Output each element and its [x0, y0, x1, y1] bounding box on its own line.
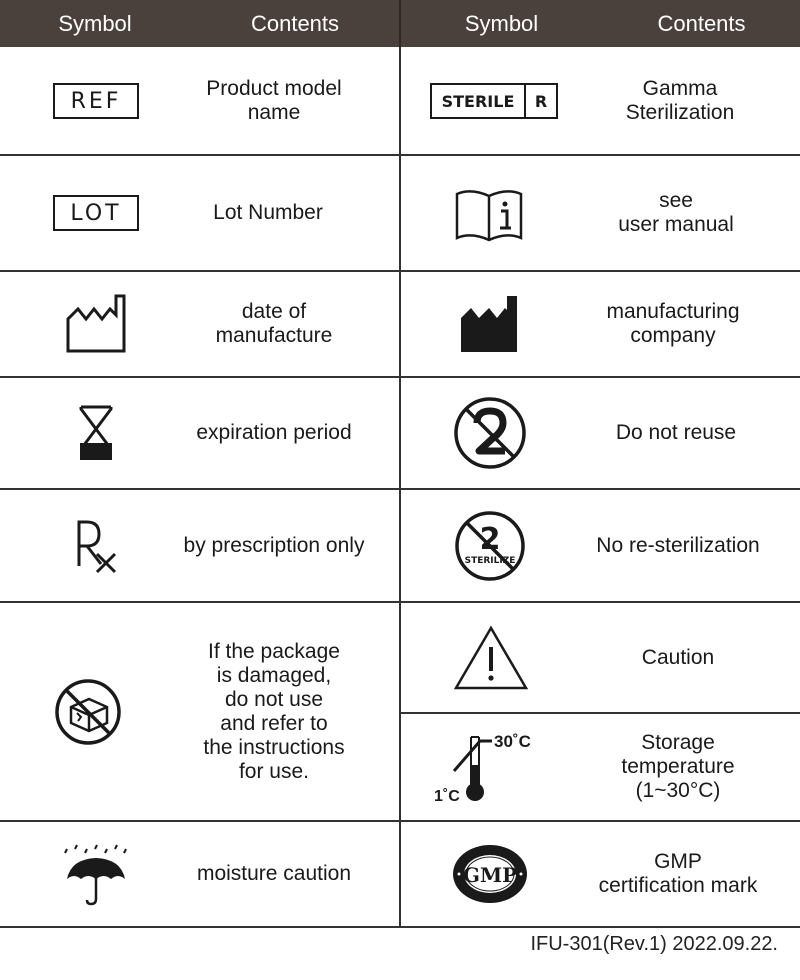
document-id: IFU-301(Rev.1) 2022.09.22. — [530, 933, 778, 955]
temperature-limit-icon — [430, 727, 550, 807]
header-divider — [399, 0, 401, 47]
header-symbol-2: Symbol — [400, 0, 603, 47]
reuse-label: Do not reuse — [615, 421, 737, 444]
header-symbol-1: Symbol — [0, 0, 190, 47]
expiry-label: expiration period — [196, 421, 352, 444]
instruction-manual-icon — [453, 184, 525, 242]
reuse-symbol-cell — [400, 378, 580, 488]
sterile-symbol-cell — [400, 48, 588, 154]
date-label: date of manufacture — [215, 300, 333, 347]
lot-icon: LOT — [53, 195, 139, 231]
do-not-resterilize-icon — [453, 509, 527, 583]
date-label-cell — [150, 272, 398, 376]
caution-label-cell — [576, 603, 780, 712]
caution-triangle-icon — [453, 625, 529, 691]
ref-icon: REF — [53, 83, 139, 119]
gmp-label-cell — [576, 822, 780, 926]
factory-filled-icon — [459, 294, 519, 354]
header-contents-1: Contents — [190, 0, 400, 47]
sterile-text: STERILE — [432, 85, 526, 117]
sterile-r-icon — [430, 83, 558, 119]
gmp-text: GMP — [462, 863, 518, 887]
storage-label-cell — [578, 714, 778, 820]
sterile-label-cell — [580, 48, 780, 154]
manual-symbol-cell — [400, 156, 578, 270]
sterile-label: Gamma Sterilization — [625, 77, 735, 124]
gmp-seal-icon — [451, 843, 529, 905]
moisture-label: moisture caution — [196, 862, 352, 885]
company-label-cell — [572, 272, 774, 376]
moisture-symbol-cell — [0, 822, 192, 926]
storage-min-temp: 1˚C — [434, 788, 460, 805]
reuse-label-cell — [576, 378, 776, 488]
resterilize-symbol-cell — [400, 490, 580, 601]
resterilize-text: STERILIZE — [464, 555, 516, 566]
company-label: manufacturing company — [606, 300, 740, 347]
lot-label-cell — [150, 156, 386, 270]
package-label: If the package is damaged, do not use and refer to the instructions for use. — [203, 639, 345, 783]
header-contents-2: Contents — [603, 0, 800, 47]
sterile-method: R — [534, 91, 548, 111]
resterilize-label-cell — [576, 490, 780, 601]
package-symbol-cell — [0, 603, 176, 820]
resterilize-label: No re-sterilization — [596, 533, 760, 557]
rx-label: by prescription only — [183, 533, 365, 557]
hourglass-icon — [78, 405, 114, 461]
caution-symbol-cell — [400, 603, 582, 712]
rx-icon — [73, 518, 119, 574]
storage-symbol-cell — [400, 714, 580, 820]
row-line — [0, 926, 800, 928]
ref-label: Product model name — [206, 77, 342, 124]
manual-label: see user manual — [618, 189, 734, 236]
resterilize-number: 2 — [479, 521, 501, 557]
package-label-cell — [174, 603, 374, 820]
moisture-label-cell — [170, 822, 378, 926]
gmp-label: GMP certification mark — [598, 850, 758, 897]
do-not-reuse-icon — [452, 395, 528, 471]
storage-label: Storage temperature (1~30°C) — [621, 731, 735, 802]
gmp-symbol-cell — [400, 822, 580, 926]
storage-max-temp: 30˚C — [494, 732, 531, 751]
expiry-label-cell — [150, 378, 398, 488]
rx-symbol-cell — [0, 490, 192, 601]
umbrella-rain-icon — [63, 841, 129, 907]
lot-label: Lot Number — [213, 201, 323, 224]
rx-label-cell — [170, 490, 378, 601]
company-symbol-cell — [400, 272, 578, 376]
factory-outline-icon — [64, 293, 128, 355]
manual-label-cell — [576, 156, 776, 270]
caution-label: Caution — [641, 645, 715, 669]
ref-label-cell — [150, 48, 398, 154]
damaged-package-icon — [53, 677, 123, 747]
